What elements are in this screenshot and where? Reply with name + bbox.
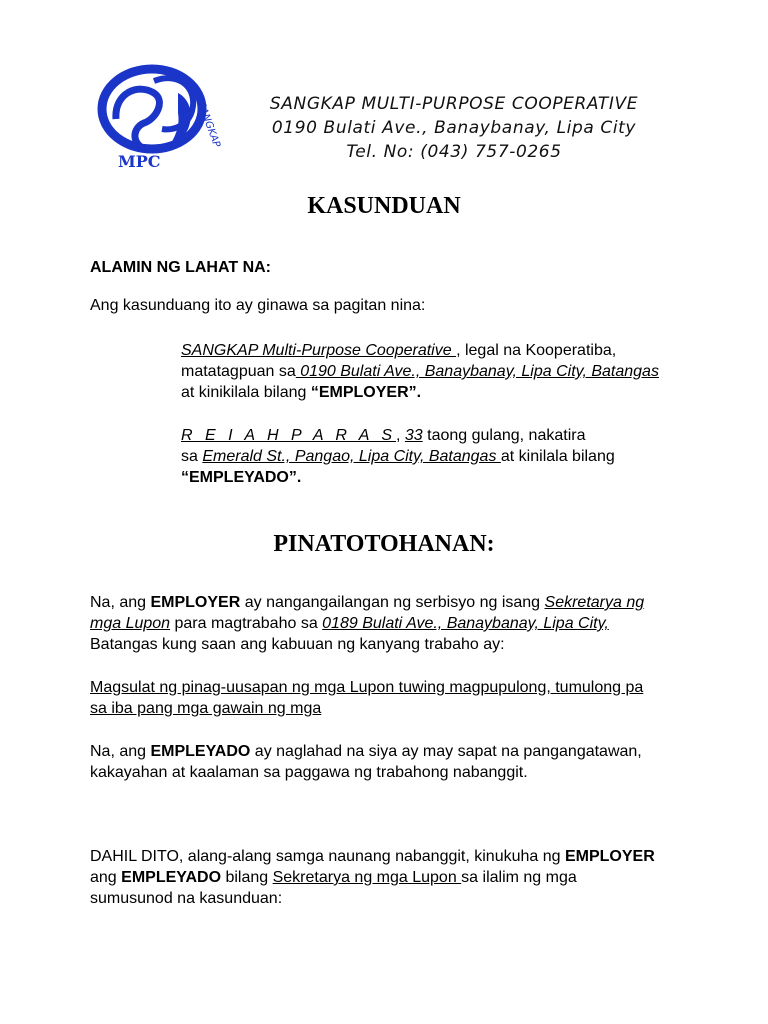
org-address: 0190 Bulati Ave., Banaybanay, Lipa City <box>271 118 637 138</box>
party1-line1: SANGKAP Multi-Purpose Cooperative , legal na Kooperatiba, <box>181 342 617 359</box>
position-part1: Sekretarya ng <box>544 594 645 611</box>
duties-line2: sa iba pang mga gawain ng mga <box>90 700 322 717</box>
section-title: PINATOTOHANAN: <box>273 531 495 557</box>
employer-role: “EMPLOYER”. <box>310 384 422 401</box>
party2-line1: R E I A H P A R A S, 33 taong gulang, nakatira <box>181 427 586 444</box>
document-title: KASUNDUAN <box>307 193 461 219</box>
para3-line2: ang EMPLEYADO bilang Sekretarya ng mga Lupon sa ilalim ng mga <box>90 869 577 886</box>
party1-line3: at kinikilala bilang “EMPLOYER”. <box>181 384 422 401</box>
party2-line2: sa Emerald St., Pangao, Lipa City, Batangas at kinilala bilang <box>181 448 615 465</box>
sangkap-mpc-logo-icon <box>94 63 226 171</box>
org-header <box>234 92 674 164</box>
org-tel: Tel. No: (043) 757-0265 <box>346 142 562 162</box>
para1-line2: mga Lupon para magtrabaho sa 0189 Bulati Ave., Banaybanay, Lipa City, <box>90 615 609 632</box>
position-part2: mga Lupon <box>90 615 171 632</box>
employee-role: “EMPLEYADO”. <box>181 469 302 486</box>
position-text: Sekretarya ng mga Lupon <box>272 869 462 886</box>
alamin-heading: ALAMIN NG LAHAT NA: <box>90 259 272 276</box>
para3-line3: sumusunod na kasunduan: <box>90 890 283 907</box>
party2-name: R E I A H P A R A S <box>181 427 396 444</box>
logo-mpc-text: MPC <box>118 152 161 171</box>
para2-line2: kakayahan at kaalaman sa paggawa ng trabahong nabanggit. <box>90 764 528 781</box>
party1-line2: matatagpuan sa 0190 Bulati Ave., Banaybanay, Lipa City, Batangas <box>181 363 659 380</box>
party2-address: Emerald St., Pangao, Lipa City, Batangas <box>202 448 501 465</box>
party2-age: 33 <box>404 427 423 444</box>
para1-line1: Na, ang EMPLOYER ay nangangailangan ng serbisyo ng isang Sekretarya ng <box>90 594 645 611</box>
org-name: SANGKAP MULTI-PURPOSE COOPERATIVE <box>269 94 639 114</box>
para2-line1: Na, ang EMPLEYADO ay naglahad na siya ay may sapat na pangangatawan, <box>90 743 642 760</box>
intro-text: Ang kasunduang ito ay ginawa sa pagitan nina: <box>90 297 426 314</box>
party1-address: 0190 Bulati Ave., Banaybanay, Lipa City, Batangas <box>295 363 659 380</box>
logo-curved-text: SANGKAP <box>195 100 222 149</box>
party1-name: SANGKAP Multi-Purpose Cooperative <box>181 342 457 359</box>
duties-line1: Magsulat ng pinag-uusapan ng mga Lupon tuwing magpupulong, tumulong pa <box>90 679 644 696</box>
para3-line1: DAHIL DITO, alang-alang samga naunang nabanggit, kinukuha ng EMPLOYER <box>90 848 655 865</box>
work-address: 0189 Bulati Ave., Banaybanay, Lipa City, <box>322 615 609 632</box>
para1-line3: Batangas kung saan ang kabuuan ng kanyang trabaho ay: <box>90 636 505 653</box>
